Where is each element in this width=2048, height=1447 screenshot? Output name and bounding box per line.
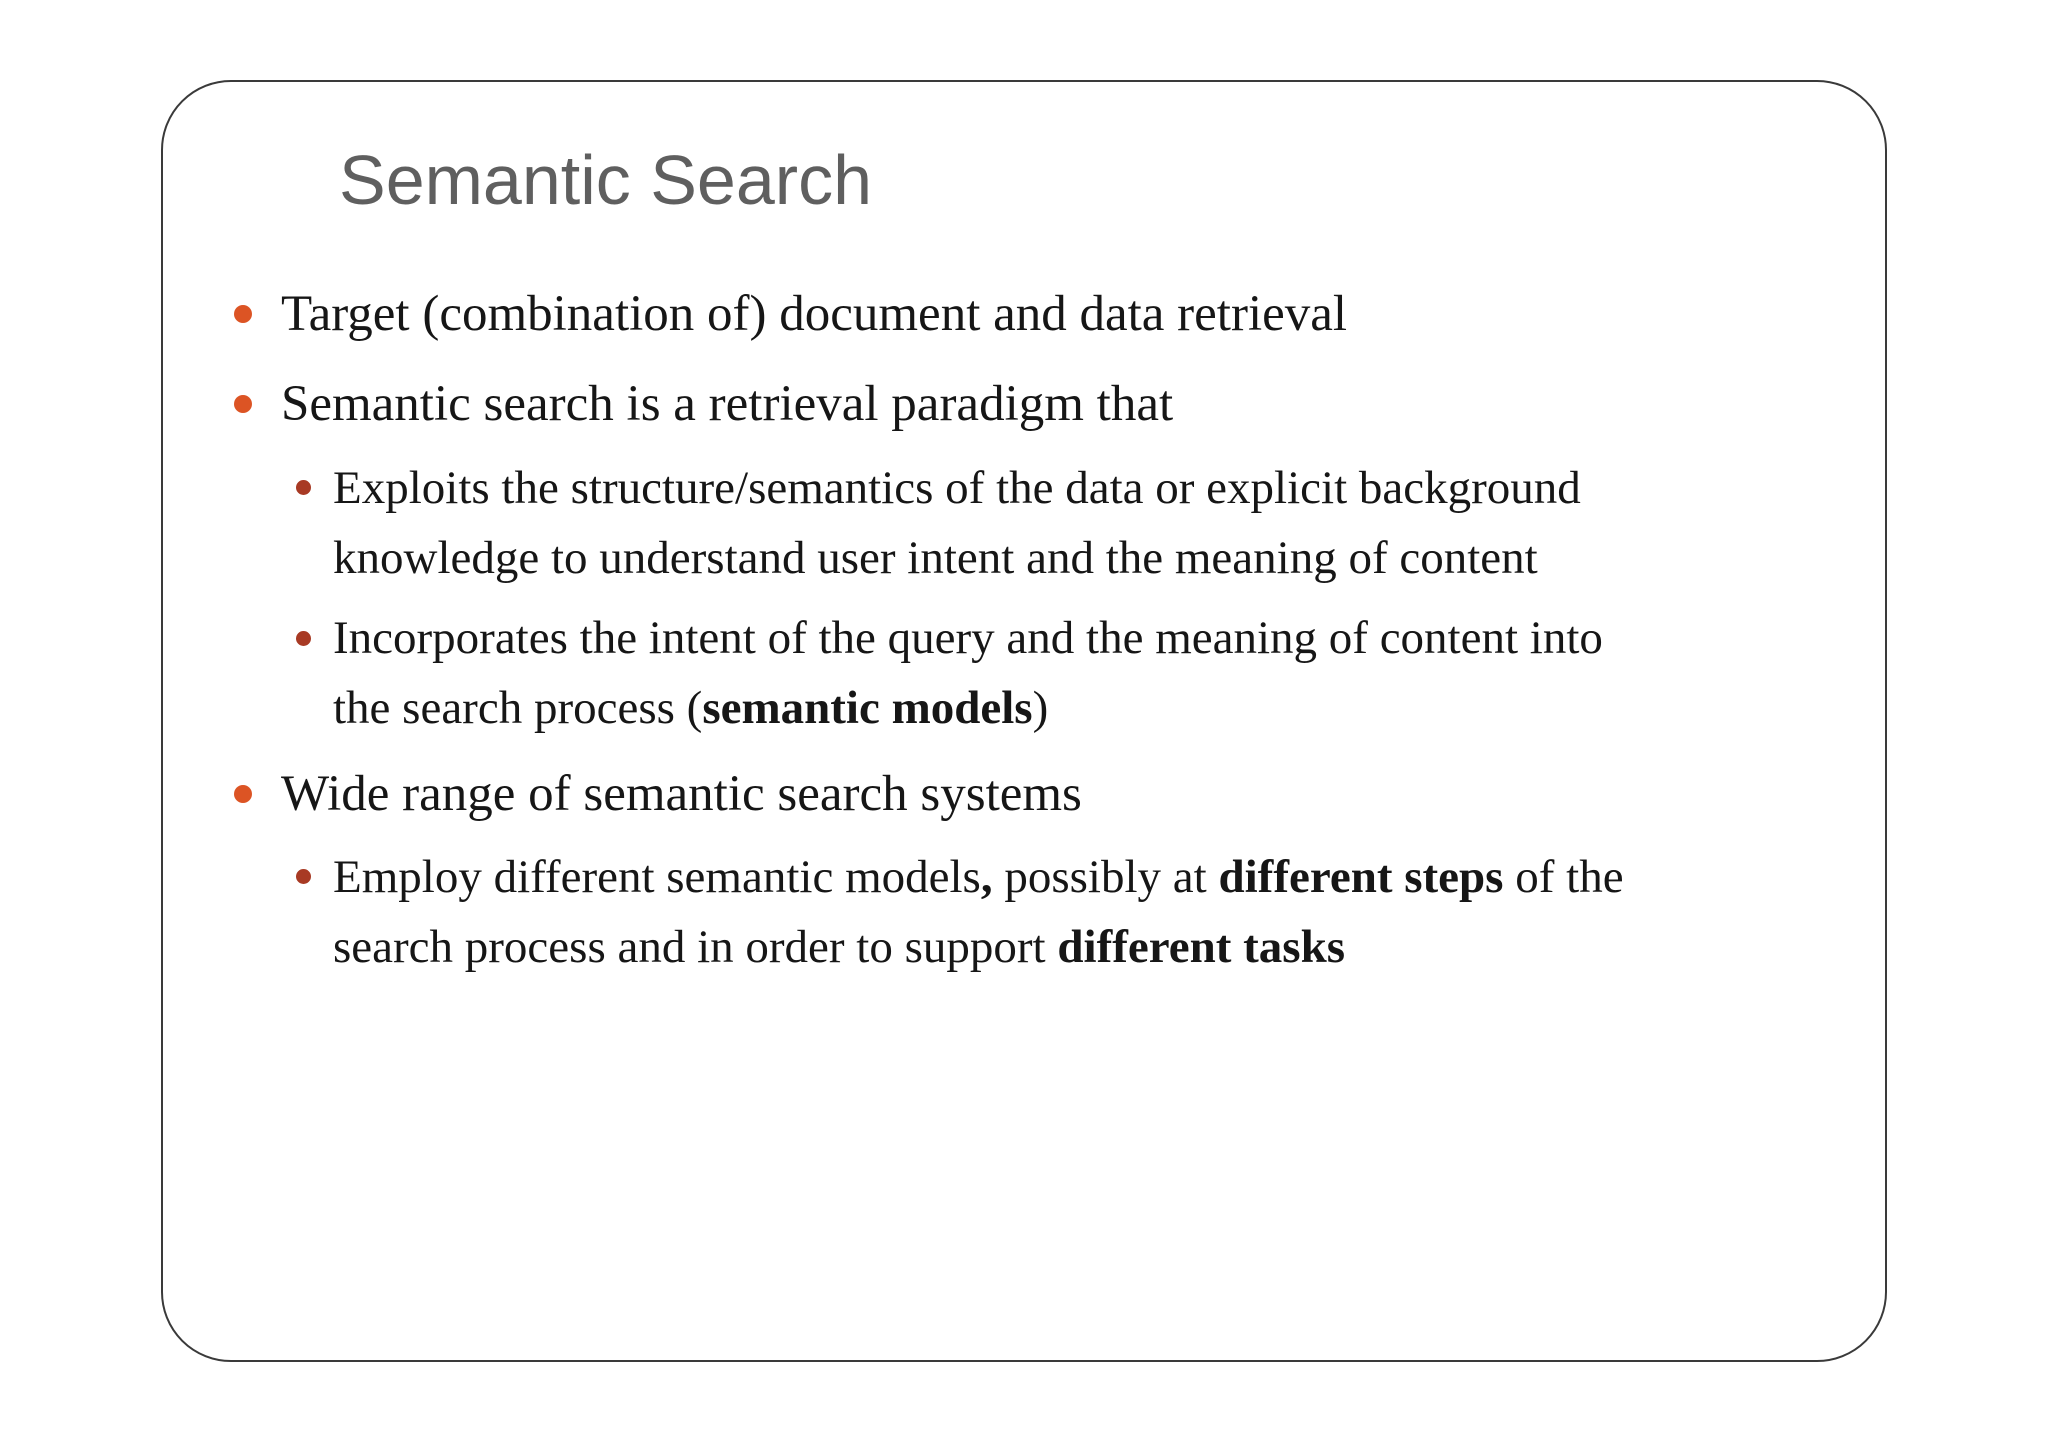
sub-bullet-exploits-line1: Exploits the structure/semantics of the data or explicit background [333,462,1581,514]
sub-bullet-exploits-line2: knowledge to understand user intent and the meaning of content [333,532,1538,584]
sub-bullet-incorporates [333,603,1603,743]
bullet-dot [234,395,252,413]
bullet-semantic-search-paradigm-text: Semantic search is a retrieval paradigm that [281,376,1174,432]
bullet-semantic-search-paradigm [281,373,1173,435]
text-run: of the [1503,851,1624,903]
bullet-target-text: Target (combination of) document and data retrieval [281,286,1348,342]
text-run: possibly at [992,851,1219,903]
bullet-dot [234,785,252,803]
sub-bullet-dot [296,869,311,884]
text-run: Employ different semantic models [333,851,981,903]
sub-bullet-dot [296,631,311,646]
bullet-wide-range-text: Wide range of semantic search systems [281,766,1082,822]
bullet-wide-range [281,763,1082,825]
sub-bullet-dot [296,480,311,495]
bold-different-steps: different steps [1218,851,1504,903]
slide-title: Semantic Search [339,141,873,219]
sub-bullet-exploits [333,453,1581,593]
sub-bullet-incorporates-line2 [333,673,1603,743]
bold-comma: , [980,851,993,903]
sub-bullet-employ-line2 [333,912,1624,982]
bullet-dot [234,305,252,323]
sub-bullet-incorporates-line1: Incorporates the intent of the query and the meaning of content into [333,612,1603,664]
text-run: search process and in order to support [333,921,1058,973]
bold-different-tasks: different tasks [1057,921,1346,973]
sub-bullet-employ-line1 [333,842,1624,912]
text-run: ) [1032,682,1049,734]
text-run: the search process ( [333,682,703,734]
bold-semantic-models: semantic models [702,682,1033,734]
sub-bullet-employ [333,842,1624,982]
bullet-target [281,283,1347,345]
